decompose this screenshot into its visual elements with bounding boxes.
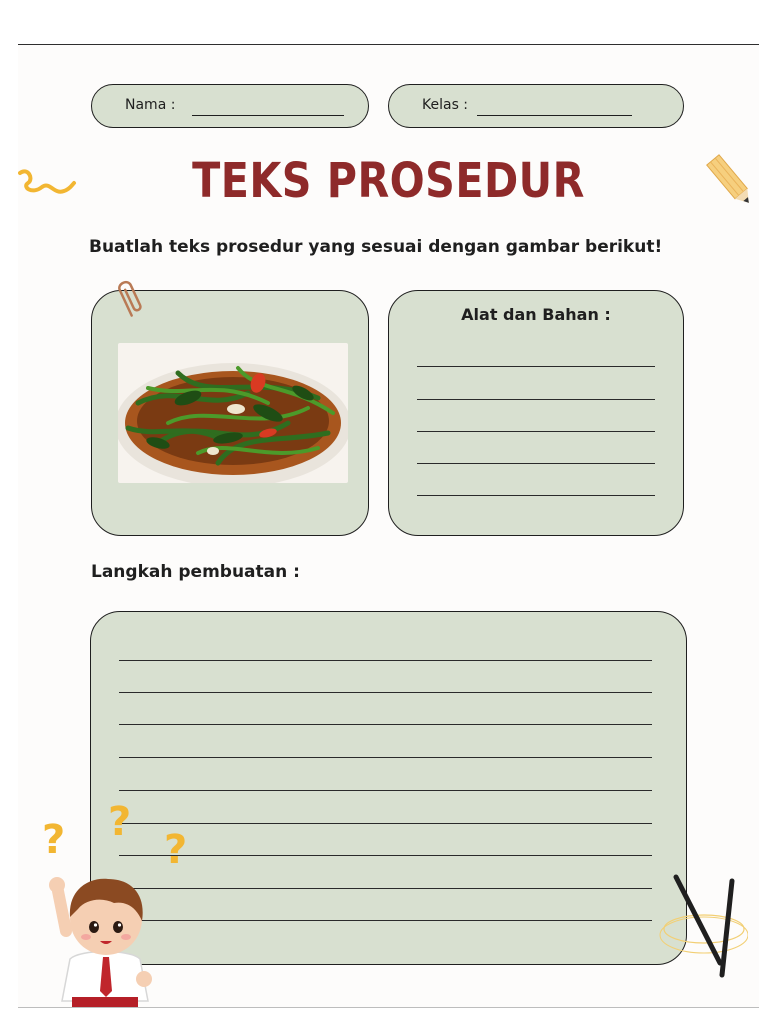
materials-line[interactable] <box>417 399 655 400</box>
materials-line[interactable] <box>417 431 655 432</box>
image-card <box>91 290 369 536</box>
worksheet-page <box>18 44 759 1008</box>
class-blank-line[interactable] <box>477 115 632 116</box>
svg-text:?: ? <box>108 799 132 841</box>
name-blank-line[interactable] <box>192 115 344 116</box>
question-mark-icon <box>104 797 138 841</box>
steps-line[interactable] <box>119 660 652 661</box>
instruction-text: Buatlah teks prosedur yang sesuai dengan gambar berikut! <box>89 237 663 257</box>
water-spinach-image <box>118 343 348 483</box>
steps-line[interactable] <box>119 790 652 791</box>
food-photo <box>118 343 348 483</box>
materials-title: Alat dan Bahan : <box>461 305 611 324</box>
name-field[interactable] <box>91 84 369 128</box>
student-illustration <box>40 851 170 1007</box>
svg-text:?: ? <box>164 827 188 869</box>
chopsticks-icon <box>658 871 748 981</box>
name-label: Nama : <box>125 97 176 113</box>
steps-line[interactable] <box>119 920 652 921</box>
svg-text:?: ? <box>42 817 66 859</box>
materials-line[interactable] <box>417 463 655 464</box>
steps-line[interactable] <box>119 757 652 758</box>
steps-line[interactable] <box>119 855 652 856</box>
materials-line[interactable] <box>417 366 655 367</box>
materials-card <box>388 290 684 536</box>
steps-label: Langkah pembuatan : <box>91 562 300 582</box>
pencil-icon <box>704 149 759 211</box>
page-title: TEKS PROSEDUR <box>192 153 585 209</box>
steps-line[interactable] <box>119 888 652 889</box>
class-field[interactable] <box>388 84 684 128</box>
steps-card <box>90 611 687 965</box>
steps-line[interactable] <box>119 823 652 824</box>
class-label: Kelas : <box>422 97 469 113</box>
paperclip-icon <box>114 277 144 319</box>
steps-line[interactable] <box>119 692 652 693</box>
materials-line[interactable] <box>417 495 655 496</box>
steps-line[interactable] <box>119 724 652 725</box>
